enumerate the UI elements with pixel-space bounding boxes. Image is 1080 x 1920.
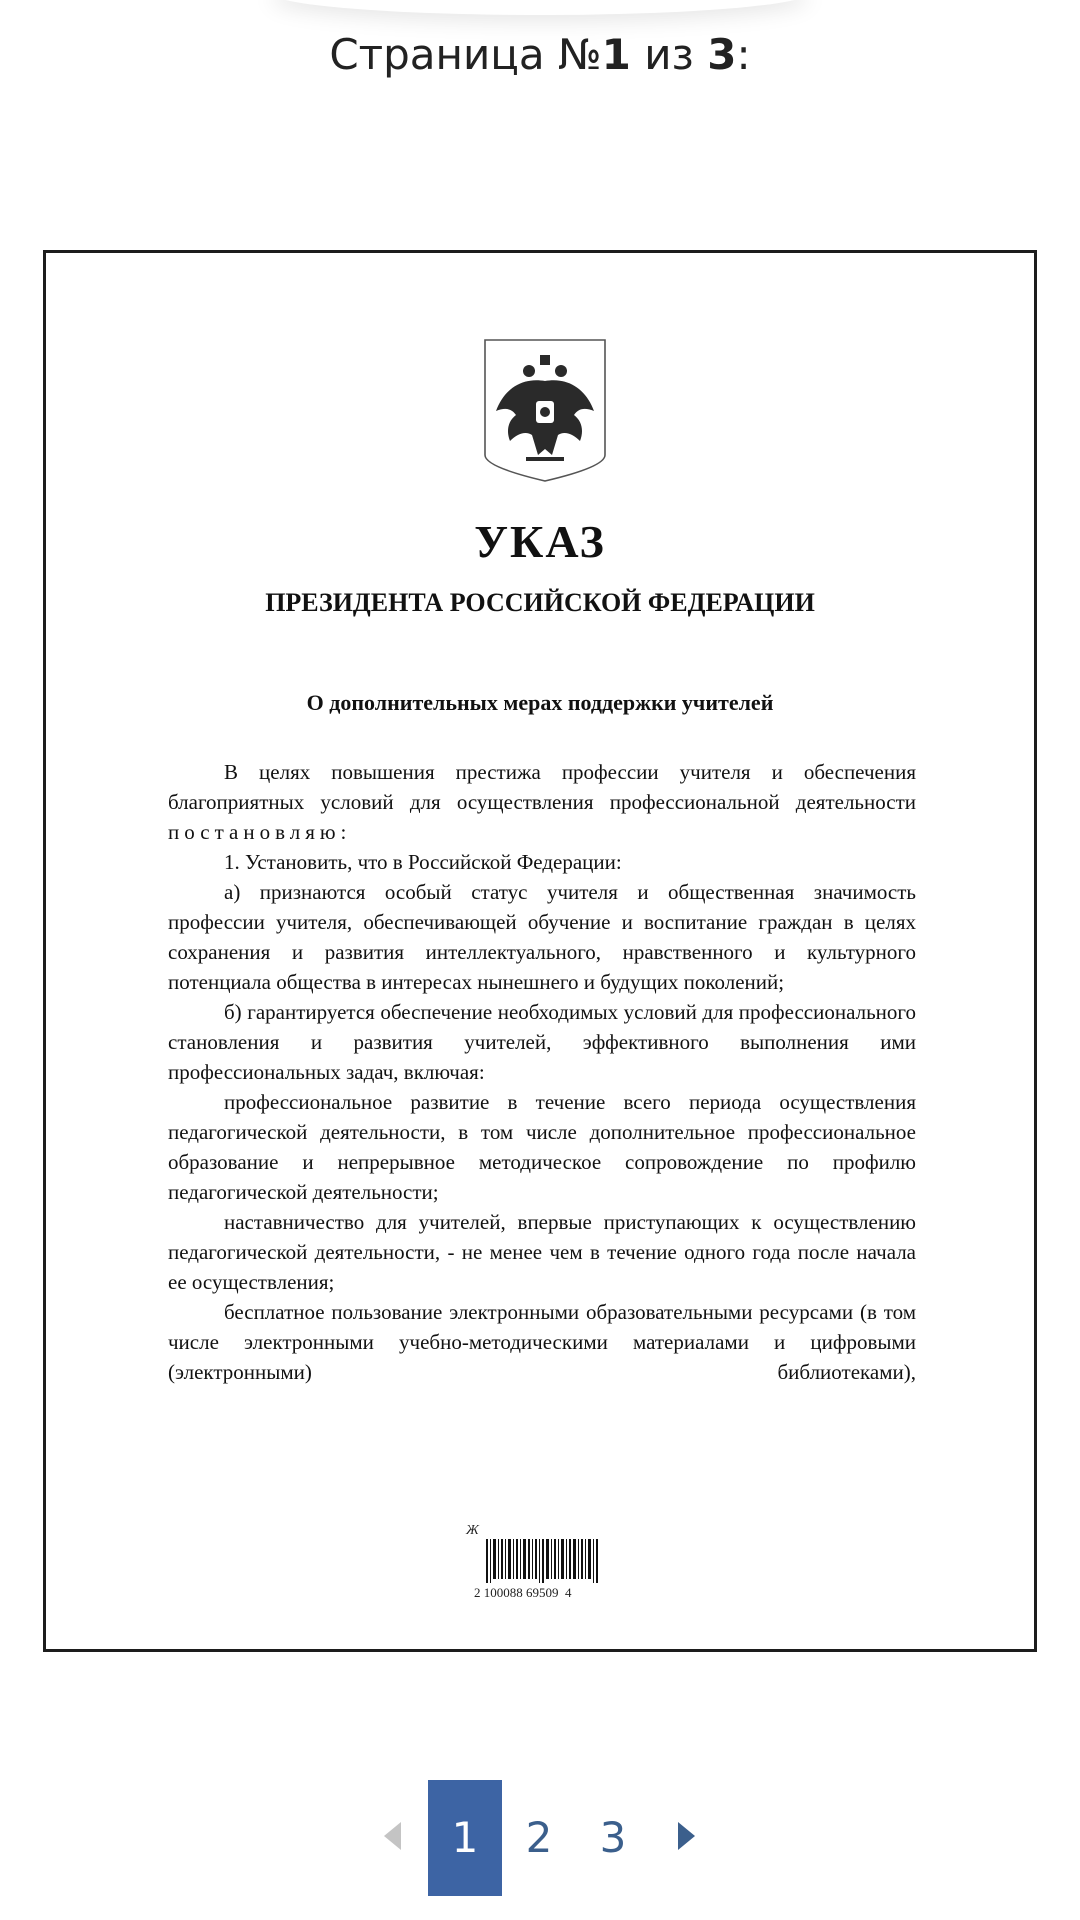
decree-paragraph: бесплатное пользование электронными образовательными ресурсами (в том числе электронными учебно-методическими материалами и цифровыми (электронными) библиотеками),	[168, 1300, 916, 1384]
page-indicator-suffix: :	[736, 30, 751, 79]
barcode-bars	[486, 1539, 598, 1583]
pagination-page-2[interactable]: 2	[525, 1813, 553, 1862]
decree-paragraph: профессиональное развитие в течение всего периода осуществления педагогической деятельности, в том числе дополнительное профессиональное образование и непрерывное методическое сопровождение по профилю педагогической деятельности;	[168, 1090, 916, 1204]
barcode	[456, 1523, 616, 1613]
russian-coat-of-arms-icon	[482, 337, 608, 483]
decree-heading: О дополнительных мерах поддержки учителей	[306, 690, 774, 715]
decree-paragraph: а) признаются особый статус учителя и общественная значимость профессии учителя, обеспечивающей обучение и воспитание граждан в целях сохранения и развития интеллектуального, нравственного и культурного потенциала общества в интересах нынешнего и будущих поколений;	[168, 880, 916, 994]
decree-body	[168, 757, 916, 1387]
page-indicator-middle: из	[630, 30, 708, 79]
pagination-page-3[interactable]: 3	[599, 1813, 627, 1862]
page-indicator-prefix: Страница №	[329, 30, 602, 79]
page-indicator	[0, 30, 1080, 79]
decree-paragraph-text: В целях повышения престижа профессии учителя и обеспечения благоприятных условий для осуществления профессиональной деятельности	[168, 760, 916, 814]
header-shadow	[270, 0, 810, 15]
pagination-page-1[interactable]: 1	[428, 1780, 502, 1896]
decree-paragraph: наставничество для учителей, впервые приступающих к осуществлению педагогической деятельности, - не менее чем в течение одного года после начала ее осуществления;	[168, 1210, 916, 1294]
page-indicator-current: 1	[601, 30, 631, 79]
decree-subtitle: ПРЕЗИДЕНТА РОССИЙСКОЙ ФЕДЕРАЦИИ	[265, 588, 815, 617]
chevron-left-icon[interactable]	[384, 1822, 401, 1850]
decree-title: УКАЗ	[474, 516, 606, 567]
decree-paragraph: 1. Установить, что в Российской Федерации:	[224, 850, 622, 874]
chevron-right-icon[interactable]	[678, 1822, 695, 1850]
decree-word: постановляю:	[168, 820, 352, 844]
document-page	[43, 250, 1037, 1652]
decree-paragraph: б) гарантируется обеспечение необходимых условий для профессионального становления и развития учителей, эффективного выполнения ими профессиональных задач, включая:	[168, 1000, 916, 1084]
decree-paragraph	[168, 757, 916, 847]
barcode-mark: Ж	[466, 1523, 479, 1538]
page-indicator-total: 3	[707, 30, 737, 79]
barcode-number: 2 100088 69509 4	[474, 1585, 572, 1600]
pagination	[380, 1780, 700, 1896]
